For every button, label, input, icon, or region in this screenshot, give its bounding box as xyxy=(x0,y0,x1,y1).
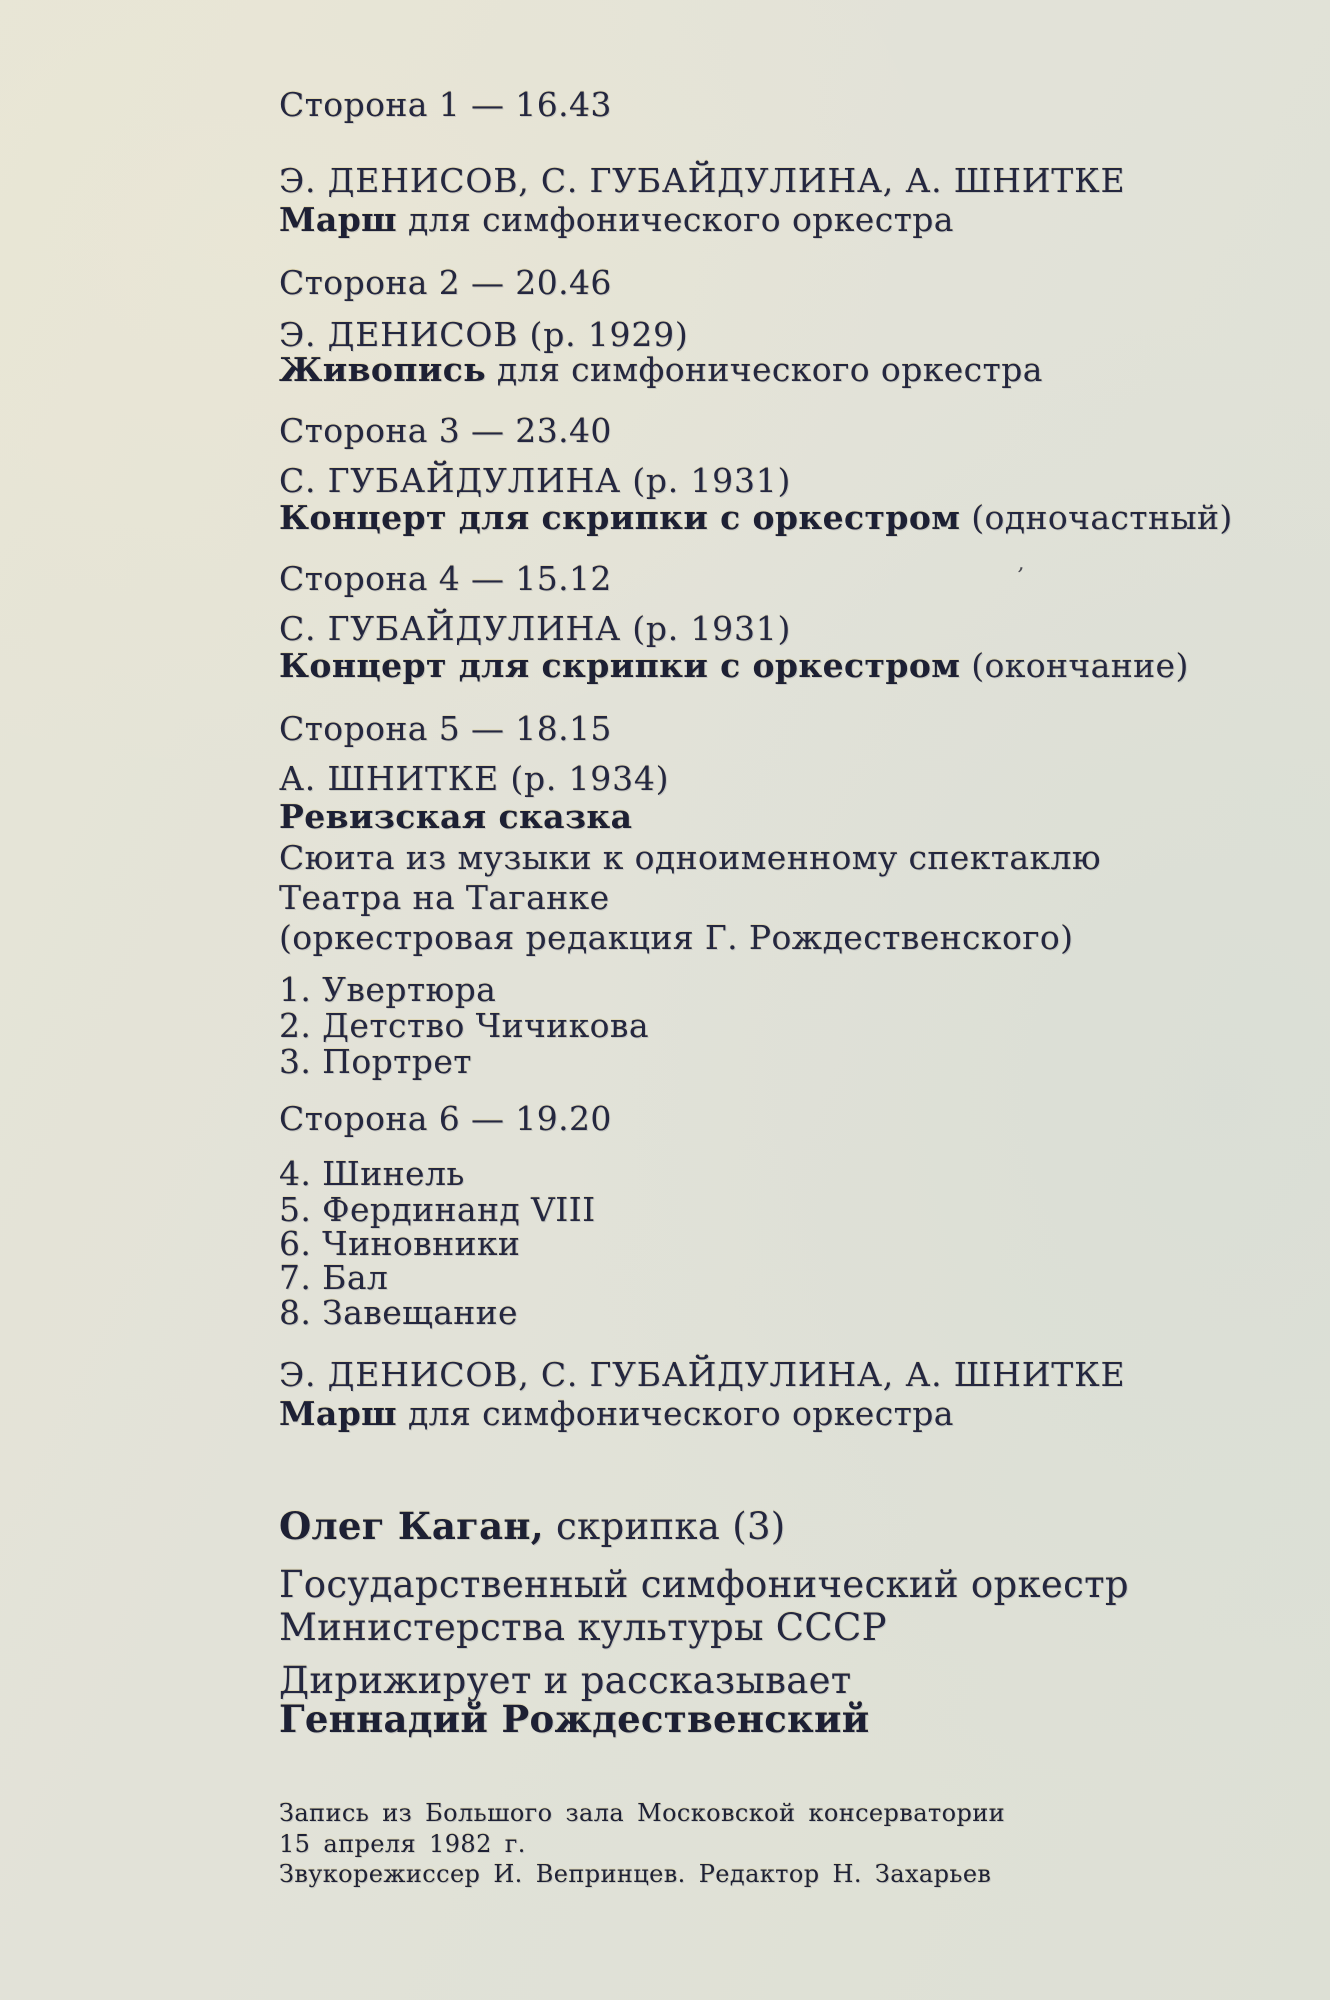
side-3-label: Сторона 3 — 23.40 xyxy=(279,411,612,450)
track-6: 6. Чиновники xyxy=(279,1224,521,1263)
side-3-composer: С. ГУБАЙДУЛИНА (р. 1931) xyxy=(279,461,792,500)
track-7: 7. Бал xyxy=(279,1258,389,1297)
side-6-label: Сторона 6 — 19.20 xyxy=(279,1099,612,1138)
soloist-line: Олег Каган, скрипка (3) xyxy=(279,1504,786,1548)
track-1: 1. Увертюра xyxy=(279,970,497,1009)
orchestra-line-2: Министерства культуры СССР xyxy=(279,1606,887,1649)
side-4-label: Сторона 4 — 15.12 xyxy=(279,559,612,598)
side-4-composer: С. ГУБАЙДУЛИНА (р. 1931) xyxy=(279,609,792,648)
orchestra-line-1: Государственный симфонический оркестр xyxy=(279,1563,1129,1606)
side-2-label: Сторона 2 — 20.46 xyxy=(279,263,612,302)
side-5-label: Сторона 5 — 18.15 xyxy=(279,709,612,748)
paper-speck: ’ xyxy=(1014,563,1025,590)
credit-date: 15 апреля 1982 г. xyxy=(279,1830,526,1858)
reprise-work: Марш для симфонического оркестра xyxy=(279,1394,954,1433)
credit-recording: Запись из Большого зала Московской консерватории xyxy=(279,1799,1005,1827)
track-2: 2. Детство Чичикова xyxy=(279,1006,649,1045)
track-5: 5. Фердинанд VIII xyxy=(279,1190,596,1229)
conductor-intro: Дирижирует и рассказывает xyxy=(279,1659,852,1702)
suite-desc-line-3: (оркестровая редакция Г. Рождественского) xyxy=(279,918,1074,957)
conductor-name: Геннадий Рождественский xyxy=(279,1697,870,1741)
reprise-composer: Э. ДЕНИСОВ, С. ГУБАЙДУЛИНА, А. ШНИТКЕ xyxy=(279,1355,1126,1394)
side-2-composer: Э. ДЕНИСОВ (р. 1929) xyxy=(279,315,689,354)
side-1-label: Сторона 1 — 16.43 xyxy=(279,85,612,124)
side-1-work: Марш для симфонического оркестра xyxy=(279,200,954,239)
side-2-work: Живопись для симфонического оркестра xyxy=(279,350,1043,389)
side-4-work: Концерт для скрипки с оркестром (окончание) xyxy=(279,646,1189,685)
side-5-work: Ревизская сказка xyxy=(279,797,633,836)
track-8: 8. Завещание xyxy=(279,1293,518,1332)
suite-desc-line-1: Сюита из музыки к одноименному спектаклю xyxy=(279,838,1102,877)
side-1-composer: Э. ДЕНИСОВ, С. ГУБАЙДУЛИНА, А. ШНИТКЕ xyxy=(279,161,1126,200)
track-4: 4. Шинель xyxy=(279,1154,465,1193)
credit-engineers: Звукорежиссер И. Вепринцев. Редактор Н. Захарьев xyxy=(279,1860,992,1888)
track-3: 3. Портрет xyxy=(279,1042,472,1081)
suite-desc-line-2: Театра на Таганке xyxy=(279,878,610,917)
side-3-work: Концерт для скрипки с оркестром (одночастный) xyxy=(279,498,1233,537)
side-5-composer: А. ШНИТКЕ (р. 1934) xyxy=(279,759,670,798)
